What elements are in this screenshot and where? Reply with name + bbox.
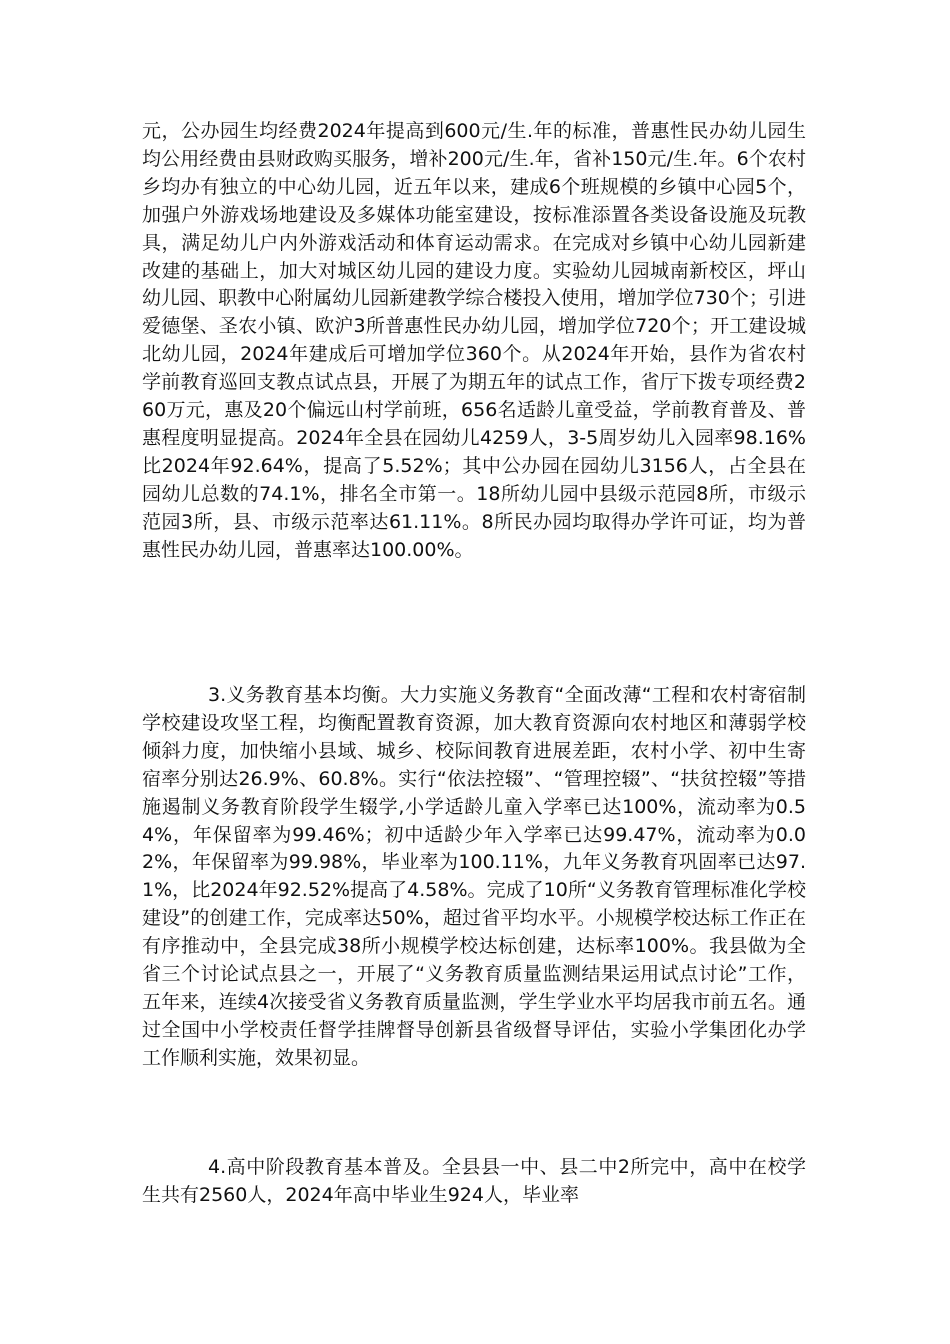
paragraph-compulsory-education (142, 682, 806, 1073)
paragraph-preschool (142, 118, 806, 565)
paragraph-high-school (142, 1154, 806, 1210)
paragraph-text: 4.高中阶段教育基本普及。全县县一中、县二中2所完中，高中在校学生共有2560人，2024年高中毕业生924人，毕业率 (142, 1156, 806, 1206)
paragraph-text: 元，公办园生均经费2024年提高到600元/生.年的标准，普惠性民办幼儿园生均公用经费由县财政购买服务，增补200元/生.年，省补150元/生.年。6个农村乡均办有独立的中心幼儿园，近五年以来，建成6个班规模的乡镇中心园5个，加强户外游戏场地建设及多媒体功能室建设，按标准添置各类设备设施及玩教具，满足幼儿户内外游戏活动和体育运动需求。在完成对乡镇中心幼儿园新建改建的基础上，加大对城区幼儿园的建设力度。实验幼儿园城南新校区，坪山幼儿园、职教中心附属幼儿园新建教学综合楼投入使用，增加学位730个；引进爱德堡、圣农小镇、欧沪3所普惠性民办幼儿园，增加学位720个；开工建设城北幼儿园，2024年建成后可增加学位360个。从2024年开始，县作为省农村学前教育巡回支教点试点县，开展了为期五年的试点工作，省厅下拨专项经费260万元，惠及20个偏远山村学前班，656名适龄儿童受益，学前教育普及、普惠程度明显提高。2024年全县在园幼儿4259人，3-5周岁幼儿入园率98.16%比2024年92.64%，提高了5.52%；其中公办园在园幼儿3156人，占全县在园幼儿总数的74.1%，排名全市第一。18所幼儿园中县级示范园8所，市级示范园3所，县、市级示范率达61.11%。8所民办园均取得办学许可证，均为普惠性民办幼儿园，普惠率达100.00%。 (142, 120, 806, 561)
paragraph-text: 3.义务教育基本均衡。大力实施义务教育“全面改薄“工程和农村寄宿制学校建设攻坚工程，均衡配置教育资源，加大教育资源向农村地区和薄弱学校倾斜力度，加快缩小县域、城乡、校际间教育进展差距，农村小学、初中生寄宿率分别达26.9%、60.8%。实行“依法控辍”、“管理控辍”、“扶贫控辍”等措施遏制义务教育阶段学生辍学,小学适龄儿童入学率已达100%，流动率为0.54%，年保留率为99.46%；初中适龄少年入学率已达99.47%，流动率为0.02%，年保留率为99.98%，毕业率为100.11%，九年义务教育巩固率已达97.1%，比2024年92.52%提高了4.58%。完成了10所“义务教育管理标准化学校建设”的创建工作，完成率达50%，超过省平均水平。小规模学校达标工作正在有序推动中，全县完成38所小规模学校达标创建，达标率100%。我县做为全省三个讨论试点县之一，开展了“义务教育质量监测结果运用试点讨论”工作，五年来，连续4次接受省义务教育质量监测，学生学业水平均居我市前五名。通过全国中小学校责任督学挂牌督导创新县省级督导评估，实验小学集团化办学工作顺利实施，效果初显。 (142, 684, 806, 1069)
